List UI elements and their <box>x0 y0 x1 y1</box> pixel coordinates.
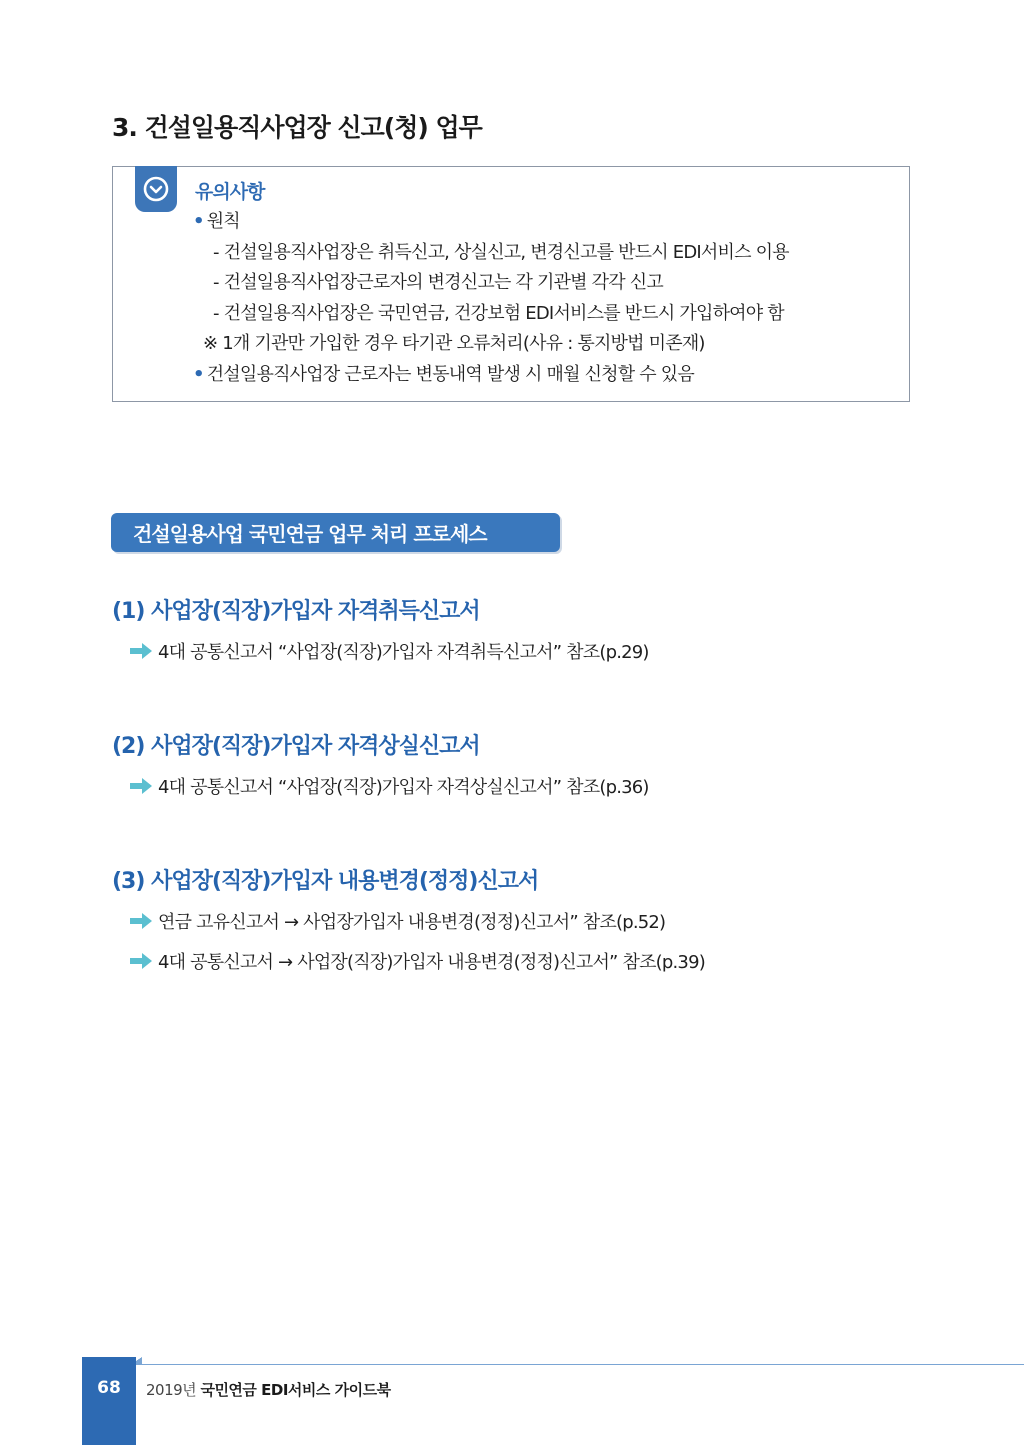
form-heading-acquisition: (1) 사업장(직장)가입자 자격취득신고서 <box>112 599 480 624</box>
bullet-dot-icon: • <box>193 363 204 385</box>
notice-note: ※ 1개 기관만 가입한 경우 타기관 오류처리(사유 : 통지방법 미존재) <box>203 333 705 354</box>
process-title-banner: 건설일용사업 국민연금 업무 처리 프로세스 <box>111 513 560 552</box>
footer-year: 2019년 <box>146 1381 197 1399</box>
reference-line: 4대 공통신고서 “사업장(직장)가입자 자격상실신고서” 참조(p.36) <box>128 773 649 799</box>
notice-subitem: - 건설일용직사업장은 국민연금, 건강보험 EDI서비스를 반드시 가입하여야 함 <box>213 302 784 324</box>
reference-line: 4대 공통신고서 “사업장(직장)가입자 자격취득신고서” 참조(p.29) <box>128 638 649 664</box>
arrow-right-icon <box>128 642 154 660</box>
notice-title: 유의사항 <box>195 181 265 203</box>
arrow-right-icon <box>128 777 154 795</box>
reference-line: 연금 고유신고서 → 사업장가입자 내용변경(정정)신고서” 참조(p.52) <box>128 908 665 934</box>
notice-item: • 원칙 <box>193 211 240 232</box>
chevron-down-circle-icon <box>135 166 177 212</box>
page-number: 68 <box>97 1378 121 1398</box>
notice-subitem: - 건설일용직사업장근로자의 변경신고는 각 기관별 각각 신고 <box>213 272 663 293</box>
bullet-dot-icon: • <box>193 211 204 232</box>
form-heading-loss: (2) 사업장(직장)가입자 자격상실신고서 <box>112 734 480 759</box>
arrow-right-icon <box>128 912 154 930</box>
notice-box <box>112 166 910 402</box>
arrow-right-icon <box>128 952 154 970</box>
notice-item: • 건설일용직사업장 근로자는 변동내역 발생 시 매월 신청할 수 있음 <box>193 363 694 385</box>
section-title: 3. 건설일용직사업장 신고(청) 업무 <box>112 113 482 142</box>
notice-subitem: - 건설일용직사업장은 취득신고, 상실신고, 변경신고를 반드시 EDI서비스 이용 <box>213 241 789 263</box>
notice-list <box>193 207 789 390</box>
footer-text <box>146 1379 391 1400</box>
footer-book-title: 국민연금 EDI서비스 가이드북 <box>200 1381 391 1399</box>
footer-rule <box>136 1364 1024 1365</box>
reference-line: 4대 공통신고서 → 사업장(직장)가입자 내용변경(정정)신고서” 참조(p.39) <box>128 948 705 974</box>
page-tab <box>82 1357 136 1445</box>
form-heading-change: (3) 사업장(직장)가입자 내용변경(정정)신고서 <box>112 869 539 894</box>
